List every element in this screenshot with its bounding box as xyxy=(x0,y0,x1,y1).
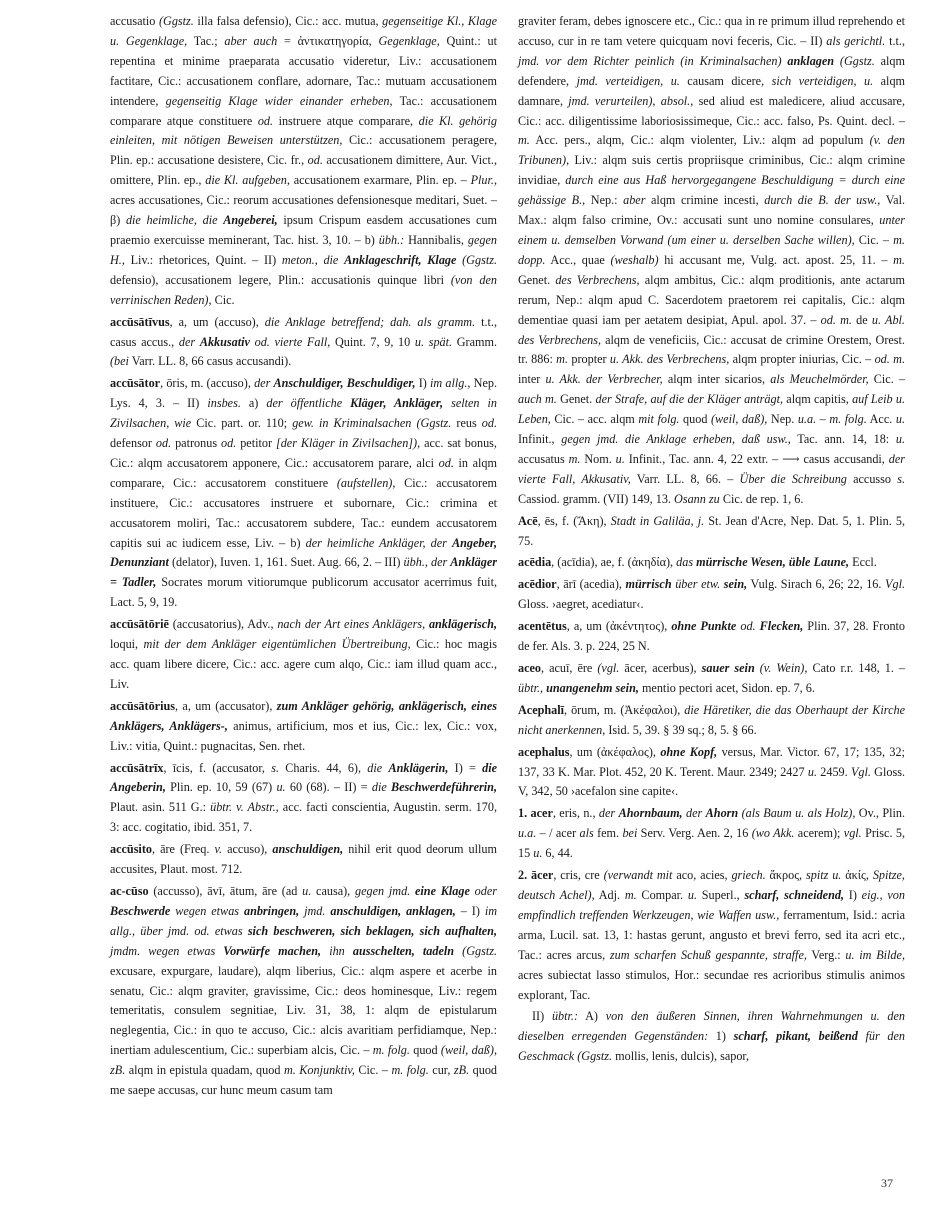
dictionary-entry: Acē, ēs, f. (Ἄκη), Stadt in Galiläa, j. St. Jean d'Acre, Nep. Dat. 5, 1. Plin. 5, 75. xyxy=(518,513,905,548)
dictionary-entry: acentētus, a, um (ἀκέντητος), ohne Punkte od. Flecken, Plin. 37, 28. Fronto de fer. Als. 3. p. 224, 25 N. xyxy=(518,619,906,654)
dictionary-entry: accūsātōrius, a, um (accusator), zum Ankläger gehörig, anklägerisch, eines Anklägers, Anklägers-, animus, artificium, mos et ius, Cic.: lex, Cic.: vox, Liv.: vitia, Quint.: pugnacitas, Sen. rhet. xyxy=(110,698,497,753)
dictionary-entry: 2. ācer, cris, cre (verwandt mit aco, acies, griech. ἄκρος, spitz u. ἀκίς, Spitze, deutsch Achel), Adj. m. Compar. u. Superl., scharf, schneidend, I) eig., von empfindlich treffenden Werkzeugen, wie Waffen usw., ferramentum, Isid.: acria arma, Lucil. sat. 13, 1: hastas gerunt, angusto et brevi ferro, sed ita acri etc., Tac.: acres arcus, zum scharfen Schuß gespannte, straffe, Verg.: u. im Bilde, acres subiectat lasso stimulos, Hor.: secundae res acrioribus stimulis animos explorant, Tac. xyxy=(518,868,905,1002)
page-number: 37 xyxy=(881,1176,893,1190)
dictionary-entry: Acephalī, ōrum, m. (Ἀκέφαλοι), die Häretiker, die das Oberhaupt der Kirche nicht anerkennen, Isid. 5, 39. § 39 sq.; 8, 5. § 66. xyxy=(518,702,905,737)
dictionary-entry: accūsātrīx, īcis, f. (accusator, s. Charis. 44, 6), die Anklägerin, I) = die Angeberin, Plin. ep. 10, 59 (67) u. 60 (68). – II) = die Beschwerdeführerin, Plaut. asin. 511 G.: übtr. v. Abstr., acc. facti conscientia, Augustin. serm. 170, 3: acc. cogitatio, ibid. 351, 7. xyxy=(110,760,498,835)
left-column xyxy=(110,12,497,1103)
dictionary-entry: accūsātīvus, a, um (accuso), die Anklage betreffend; dah. als gramm. t.t., casus accus., der Akkusativ od. vierte Fall, Quint. 7, 9, 10 u. spät. Gramm. (bei Varr. LL. 8, 66 casus accusandi). xyxy=(110,314,498,369)
dictionary-entry: accūsito, āre (Freq. v. accuso), anschuldigen, nihil erit quod deorum ullum accusites, Plaut. most. 712. xyxy=(110,842,497,877)
dictionary-entry: aceo, acuī, ēre (vgl. ācer, acerbus), sauer sein (v. Wein), Cato r.r. 148, 1. – übtr., unangenehm sein, mentio pectori acet, Sidon. ep. 7, 6. xyxy=(518,661,905,695)
dictionary-entry: accūsātōriē (accusatorius), Adv., nach der Art eines Anklägers, anklägerisch, loqui, mit der dem Ankläger eigentümlichen Übertreibung, Cic.: hoc magis acc. quam libere dicere, Cic.: acc. agere cum alqo, Cic.: iam illud quam acc., Liv. xyxy=(110,617,497,691)
dictionary-entry: acēdior, ārī (acedia), mürrisch über etw. sein, Vulg. Sirach 6, 26; 22, 16. Vgl. Gloss. ›aegret, acediatur‹. xyxy=(518,577,906,612)
dictionary-entry: II) übtr.: A) von den äußeren Sinnen, ihren Wahrnehmungen u. den dieselben erregenden Gegenständen: 1) scharf, pikant, beißend für den Geschmack (Ggstz. mollis, lenis, dulcis), sapor, xyxy=(518,1009,906,1064)
dictionary-entry: acephalus, um (ἀκέφαλος), ohne Kopf, versus, Mar. Victor. 67, 17; 135, 32; 137, 33 K. Mar. Plot. 452, 20 K. Terent. Maur. 2349; 2427 u. 2459. Vgl. Gloss. V, 342, 50 ›acefalon sine capite‹. xyxy=(518,744,905,799)
dictionary-entry: accusatio (Ggstz. illa falsa defensio), Cic.: acc. mutua, gegenseitige Kl., Klage u. Gegenklage, Tac.; aber auch = ἀντικατηγορία, Gegenklage, Quint.: ut repentina et minime praeparata accusatio videretur, Liv.: accusationem factitare, Cic.: accusationem conflare, adornare, Tac.: mutuam accusationem intendere, gegenseitig Klage wider einander erheben, Tac.: accusationem comparare atque constituere od. instruere atque comparare, die Kl. gehörig einleiten, mit nötigen Beweisen unterstützen, Cic.: accusationem peragere, Plin. ep.: accusatione desistere, Cic. fr., od. accusationem dimittere, Aur. Vict., omittere, Plin. ep., die Kl. aufgeben, accusationem exarmare, Plin. ep. – Plur., acres accusationes, Cic.: reorum accusationes defensionesque meditari, Suet. – β) die heimliche, die Angeberei, ipsum Crispum easdem accusationes cum praemio exercuisse meminerant, Tac. hist. 3, 10. – b) übh.: Hannibalis, gegen H., Liv.: rhetorices, Quint. – II) meton., die Anklageschrift, Klage (Ggstz. defensio), accusationem legere, Plin.: accusationis quinque libri (von den verrinischen Reden), Cic. xyxy=(110,14,498,307)
right-column xyxy=(518,12,905,1069)
dictionary-entry: 1. acer, eris, n., der Ahornbaum, der Ahorn (als Baum u. als Holz), Ov., Plin. u.a. – / acer als fem. bei Serv. Verg. Aen. 2, 16 (wo Akk. acerem); vgl. Prisc. 5, 15 u. 6, 44. xyxy=(518,806,906,861)
dictionary-entry: acēdia, (acīdia), ae, f. (ἀκηδία), das mürrische Wesen, üble Laune, Eccl. xyxy=(518,555,877,570)
dictionary-entry: ac-cūso (accusso), āvī, ātum, āre (ad u. causa), gegen jmd. eine Klage oder Beschwerde wegen etwas anbringen, jmd. anschuldigen, anklagen, – I) im allg., über jmd. od. etwas sich beschweren, sich beklagen, sich aufhalten, jmdm. wegen etwas Vorwürfe machen, ihn ausschelten, tadeln (Ggstz. excusare, expurgare, laudare), alqm liberius, Cic.: alqm aspere et acerbe in senatu, Cic.: alqm graviter, gravissime, Cic.: deos hominesque, Liv.: regem temeritatis, consulem segnitiae, Liv. 31, 38, 1: alqm de epistularum neglegentia, Cic.: in quo te accuso, Cic.: alcis avaritiam perfidiamque, Nep.: inertiam adulescentium, Cic.: superbiam alcis, Cic. – m. folg. quod (weil, daß), zB. alqm in epistula quadam, quod m. Konjunktiv, Cic. – m. folg. cur, zB. quod me saepe accusas, cur hunc meum casum tam xyxy=(110,883,498,1098)
dictionary-entry: accūsātor, ōris, m. (accuso), der Anschuldiger, Beschuldiger, I) im allg., Nep. Lys. 4, 3. – II) insbes. a) der öffentliche Kläger, Ankläger, selten in Zivilsachen, wie Cic. part. or. 110; gew. in Kriminalsachen (Ggstz. reus od. defensor od. patronus od. petitor [der Kläger in Zivilsachen]), acc. sat bonus, Cic.: alqm accusatorem apponere, Cic.: accusatorem parare, alci od. in alqm comparare, Cic.: accusatorem constituere (aufstellen), Cic.: accusatorem instituere, Cic.: accusatores instruere et subornare, Cic.: crimina et accusatorem moliri, Tac.: accusatorem subdere, Tac.: eundem accusatorem capitis sui ac iudicem esse, Liv. – b) der heimliche Ankläger, der Angeber, Denunziant (delator), Iuven. 1, 161. Suet. Aug. 66, 2. – III) übh., der Ankläger = Tadler, Socrates morum vitiorumque publicorum accusator acerrimus fuit, Lact. 5, 9, 19. xyxy=(110,376,498,610)
dictionary-entry: graviter feram, debes ignoscere etc., Cic.: qua in re primum illud reprehendo et accuso, cur in re tam vetere quicquam novi feceris, Cic. – II) als gerichtl. t.t., jmd. vor dem Richter peinlich (in Kriminalsachen) anklagen (Ggstz. alqm defendere, jmd. verteidigen, u. causam dicere, sich verteidigen, u. alqm damnare, jmd. verurteilen), absol., sed aliud est maledicere, aliud accusare, Cic.: acc. diligentissime laboriosissimeque, Cic.: acc. falso, Ps. Quint. decl. – m. Acc. pers., alqm, Cic.: alqm violenter, Liv.: alqm ad populum (v. den Tribunen), Liv.: alqm suis certis propriisque criminibus, Cic.: alqm crimine invidiae, durch eine aus Haß hervorgegangene Beschuldigung = durch eine gehässige B., Nep.: aber alqm crimine incesti, durch die B. der usw., Val. Max.: alqm falso crimine, Ov.: accusati sunt uno nomine consulares, unter einem u. demselben Vorwand (um einer u. derselben Sache willen), Cic. – m. dopp. Acc., quae (weshalb) hi accusant me, Vulg. act. apost. 25, 11. – m. Genet. des Verbrechens, alqm ambitus, Cic.: alqm proditionis, ante actarum rerum, Nep.: alqm apud C. Sacerdotem praetorem rei capitalis, Cic.: alqm dementiae quasi iam per aetatem desipiat, Apul. apol. 37. – od. m. de u. Abl. des Verbrechens, alqm de veneficiis, Cic.: accusat de crimine Orestem, Orest. tr. 886: m. propter u. Akk. des Verbrechens, alqm propter iniurias, Cic. – od. m. inter u. Akk. der Verbrecher, alqm inter sicarios, als Meuchelmörder, Cic. – auch m. Genet. der Strafe, auf die der Kläger anträgt, alqm capitis, auf Leib u. Leben, Cic. – acc. alqm mit folg. quod (weil, daß), Nep. u.a. – m. folg. Acc. u. Infinit., gegen jmd. die Anklage erheben, daß usw., Tac. ann. 14, 18: u. accusatus m. Nom. u. Infinit., Tac. ann. 4, 22 extr. – ⟶ casus accusandi, der vierte Fall, Akkusativ, Varr. LL. 8, 66. – Über die Schreibung accusso s. Cassiod. gramm. (VII) 149, 13. Osann zu Cic. de rep. 1, 6. xyxy=(518,14,906,506)
